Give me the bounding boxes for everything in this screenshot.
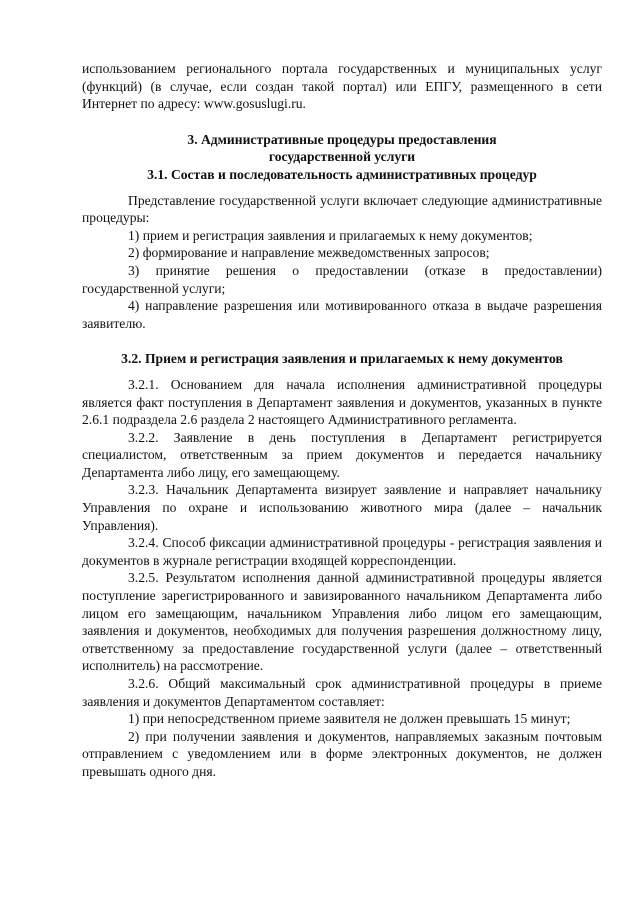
paragraph-3-2-3: 3.2.3. Начальник Департамента визирует заявление и направляет начальнику Управления по охране и использованию животного мира (далее – начальник Управления). (82, 482, 602, 533)
paragraph-3-2-5: 3.2.5. Результатом исполнения данной административной процедуры является поступление зарегистрированного и завизированного начальником Департамента либо лицом его замещающим, начальником Управления либо лицом его замещающим, заявления и документов, необходимых для получения разрешения должностному лицу, ответственному за предоставление государственной услуги (далее – ответственный исполнитель) на рассмотрение. (82, 570, 602, 674)
paragraph-3-2-6-item-1: 1) при непосредственном приеме заявителя не должен превышать 15 минут; (128, 711, 571, 727)
procedure-item-3: 3) принятие решения о предоставлении (отказе в предоставлении) государственной услуги; (82, 262, 602, 296)
paragraph-3-2-4: 3.2.4. Способ фиксации административной процедуры - регистрация заявления и документов в журнале регистрации входящей корреспонденции. (82, 535, 602, 568)
document-page (82, 60, 602, 781)
paragraph-3-2-1: 3.2.1. Основанием для начала исполнения административной процедуры является факт поступления в Департамент заявления и документов, указанных в пункте 2.6.1 подраздела 2.6 раздела 2 настоящего Административного регламента. (82, 376, 602, 428)
section-3-heading (82, 131, 602, 184)
subsection-3-1-title: 3.1. Состав и последовательность административных процедур (147, 166, 537, 182)
subsection-3-2-title: 3.2. Прием и регистрация заявления и прилагаемых к нему документов (121, 351, 563, 367)
section-3-1-intro: Представление государственной услуги включает следующие административные процедуры: (82, 192, 602, 226)
intro-paragraph: использованием регионального портала государственных и муниципальных услуг (функций) (в случае, если создан такой портал) или ЕПГУ, размещенного в сети Интернет по адресу: www.gosuslugi.ru. (82, 61, 602, 112)
procedure-item-4: 4) направление разрешения или мотивированного отказа в выдаче разрешения заявителю. (82, 298, 602, 331)
section-3-title-line2: государственной услуги (268, 149, 416, 165)
section-3-title-line1: 3. Административные процедуры предоставления (187, 131, 497, 147)
paragraph-3-2-6-item-2: 2) при получении заявления и документов, направляемых заказным почтовым отправлением с уведомлением или в форме электронных документов, не должен превышать одного дня. (82, 728, 602, 779)
paragraph-3-2-2: 3.2.2. Заявление в день поступления в Департамент регистрируется специалистом, ответственным за прием документов и передается начальнику Департамента либо лицу, его замещающему. (82, 429, 602, 480)
paragraph-3-2-6: 3.2.6. Общий максимальный срок административной процедуры в приеме заявления и документов Департаментом составляет: (82, 676, 602, 709)
procedure-item-2: 2) формирование и направление межведомственных запросов; (128, 245, 490, 261)
procedure-item-1: 1) прием и регистрация заявления и прилагаемых к нему документов; (128, 227, 533, 243)
